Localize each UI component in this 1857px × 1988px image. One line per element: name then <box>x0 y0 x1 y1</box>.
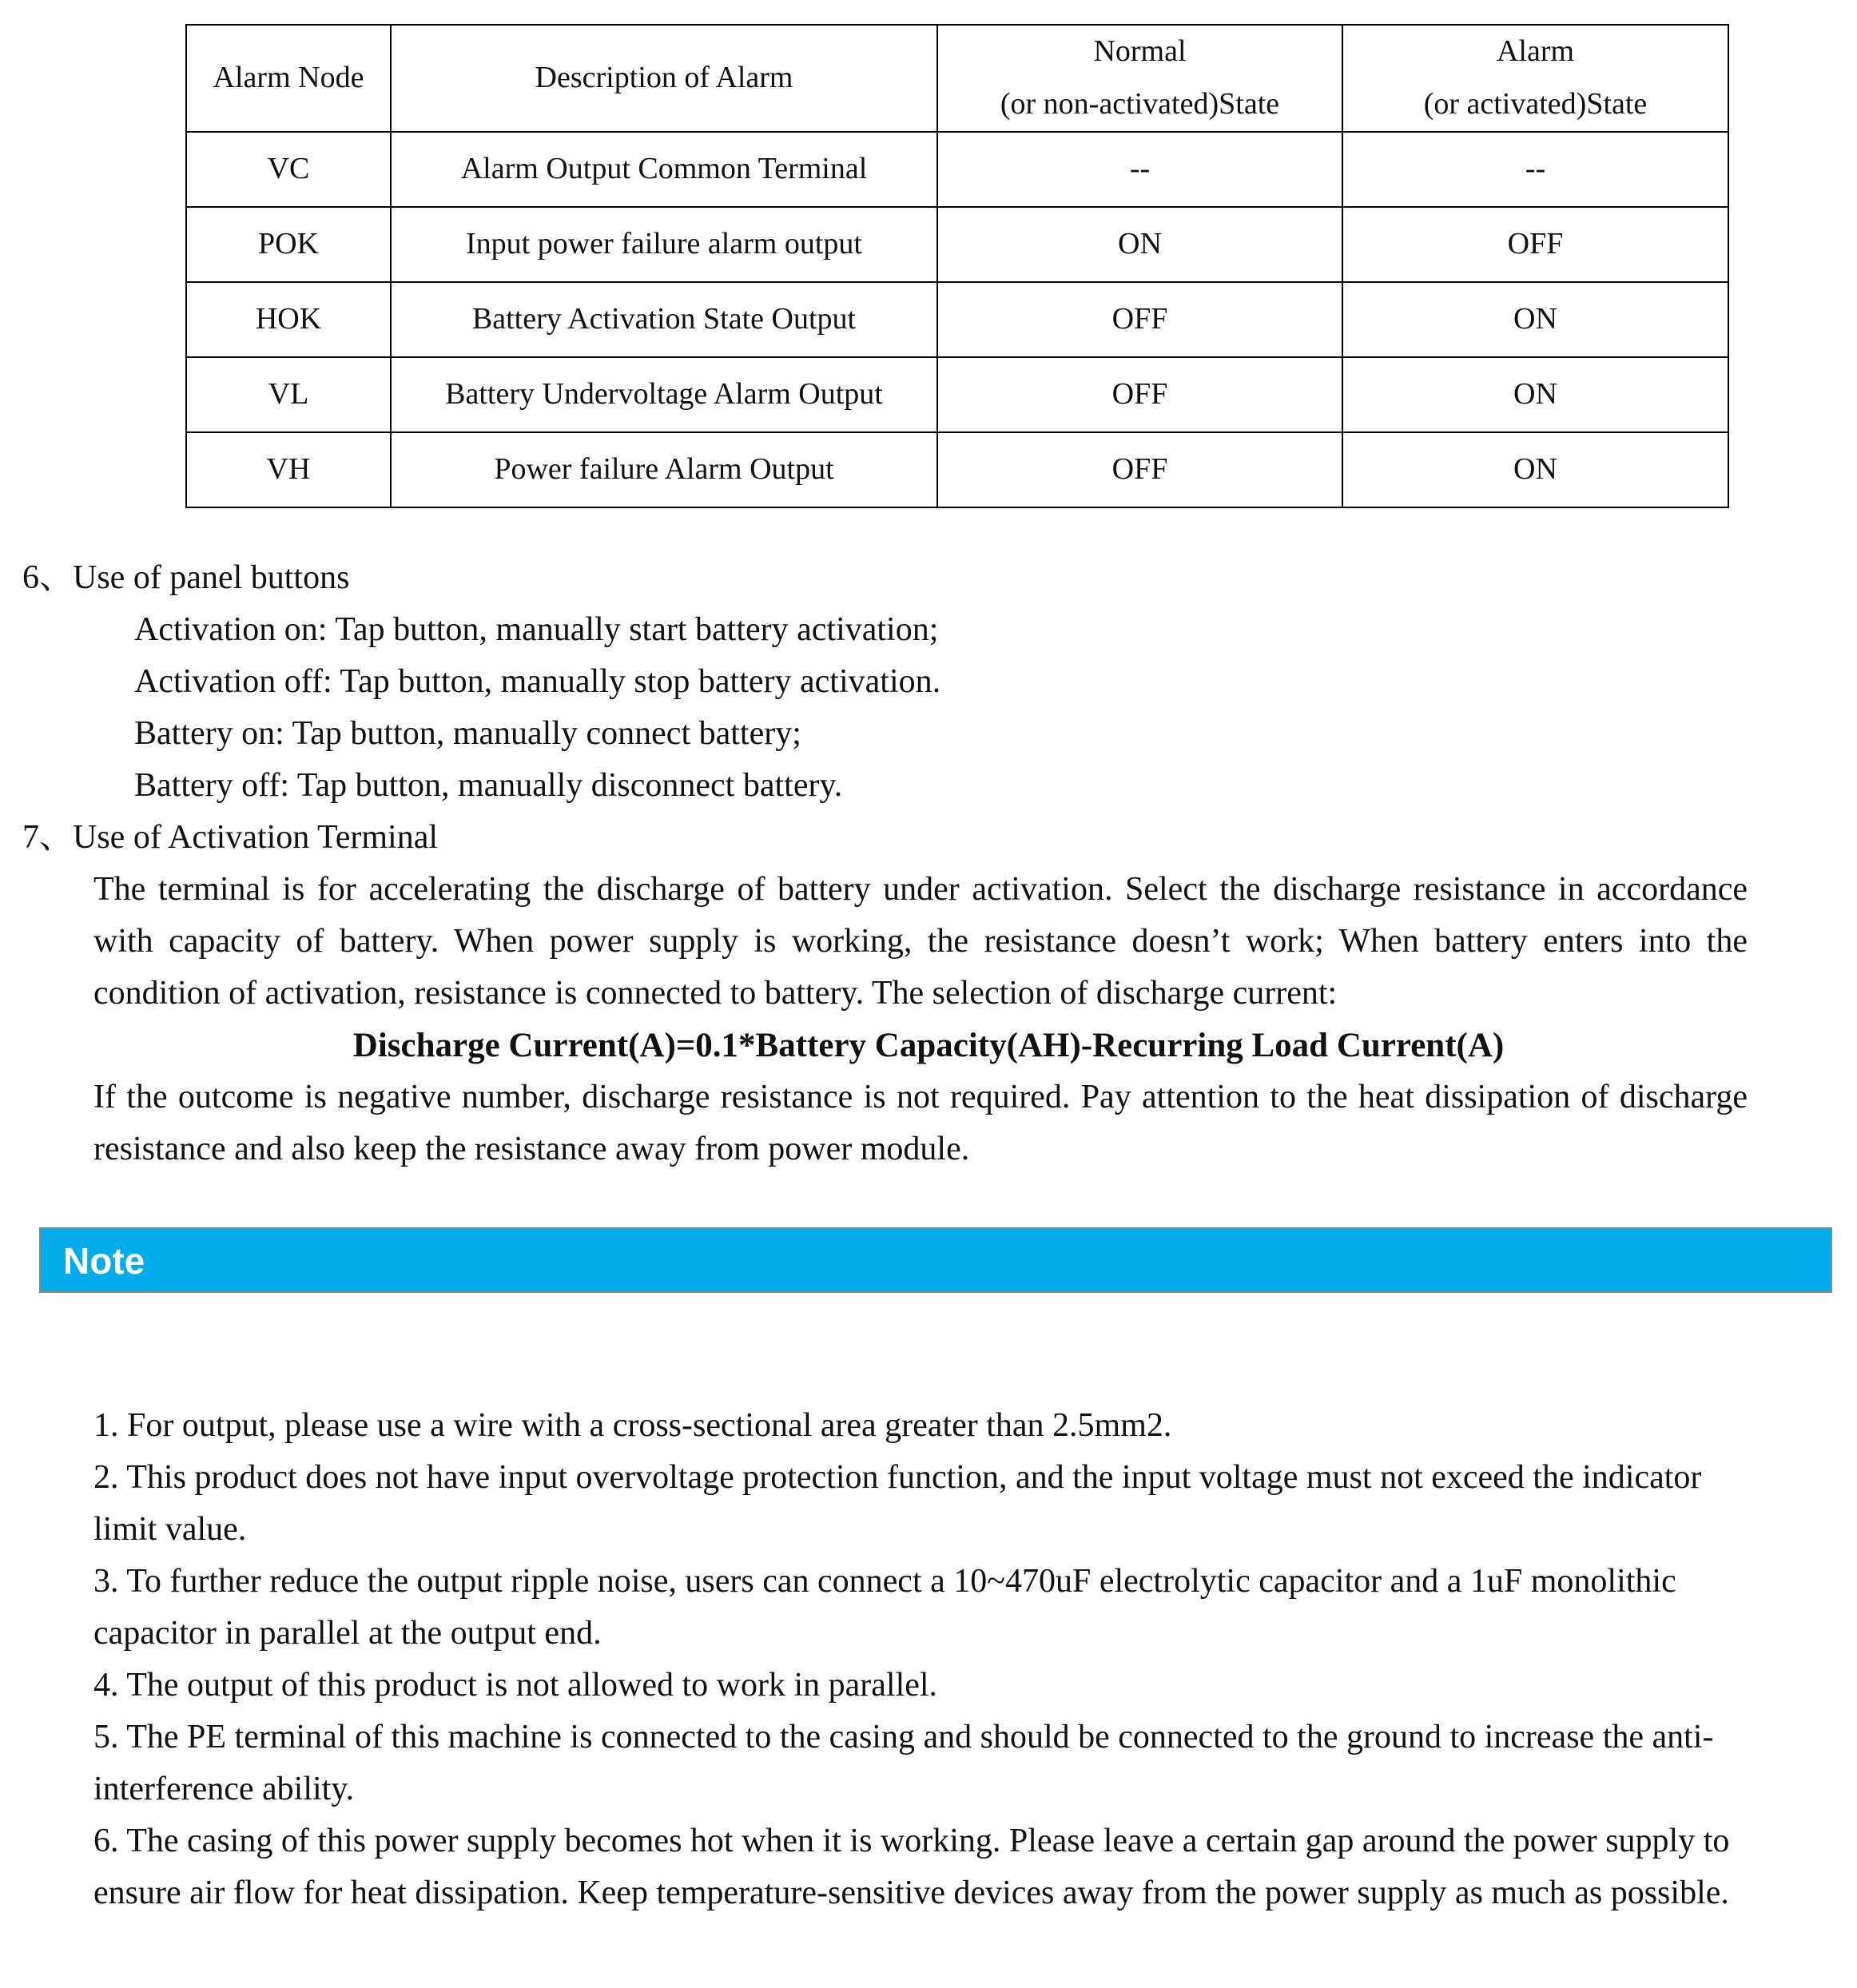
note-item-3: 3. To further reduce the output ripple noise, users can connect a 10~470uF electrolytic capacitor and a 1uF monolithic capacitor in parallel at the output end. <box>93 1563 1676 1652</box>
cell-node: HOK <box>186 282 391 357</box>
header-alarm-node: Alarm Node <box>186 25 391 132</box>
cell-normal: OFF <box>937 357 1342 432</box>
cell-normal: OFF <box>937 432 1342 507</box>
cell-description: Battery Activation State Output <box>391 282 937 357</box>
table-row <box>186 357 1728 432</box>
alarm-table <box>185 24 1729 508</box>
table-header-row <box>186 25 1728 132</box>
cell-normal: -- <box>937 132 1342 207</box>
header-normal-line1: Normal <box>1093 34 1187 69</box>
note-title: Note <box>63 1240 145 1282</box>
cell-alarm: ON <box>1342 282 1728 357</box>
cell-node: POK <box>186 207 391 282</box>
section7-heading: 7、Use of Activation Terminal <box>22 819 439 856</box>
header-normal-line2: (or non-activated)State <box>1000 87 1280 121</box>
cell-alarm: ON <box>1342 357 1728 432</box>
cell-alarm: OFF <box>1342 207 1728 282</box>
note-banner <box>39 1227 1832 1293</box>
note-item-5: 5. The PE terminal of this machine is connected to the casing and should be connected to the ground to increase the anti-interference ability. <box>93 1719 1714 1807</box>
section6-item-activation-on: Activation on: Tap button, manually start battery activation; <box>134 611 939 648</box>
cell-description: Power failure Alarm Output <box>391 432 937 507</box>
table-row <box>186 132 1728 207</box>
section6-item-battery-off: Battery off: Tap button, manually disconnect battery. <box>134 767 843 804</box>
table-row <box>186 432 1728 507</box>
cell-description: Input power failure alarm output <box>391 207 937 282</box>
cell-alarm: -- <box>1342 132 1728 207</box>
note-item-1: 1. For output, please use a wire with a cross-sectional area greater than 2.5mm2. <box>93 1407 1172 1444</box>
section6-item-battery-on: Battery on: Tap button, manually connect battery; <box>134 715 801 752</box>
cell-node: VH <box>186 432 391 507</box>
cell-description: Battery Undervoltage Alarm Output <box>391 357 937 432</box>
section7-paragraph-2: If the outcome is negative number, discharge resistance is not required. Pay attention to the heat dissipation of discharge resistance and also keep the resistance away from power module. <box>93 1079 1748 1167</box>
header-alarm-state <box>1342 25 1728 132</box>
cell-node: VC <box>186 132 391 207</box>
cell-alarm: ON <box>1342 432 1728 507</box>
discharge-formula: Discharge Current(A)=0.1*Battery Capacity(AH)-Recurring Load Current(A) <box>352 1027 1505 1064</box>
cell-description: Alarm Output Common Terminal <box>391 132 937 207</box>
cell-node: VL <box>186 357 391 432</box>
note-item-4: 4. The output of this product is not allowed to work in parallel. <box>93 1667 938 1704</box>
notes-list <box>93 1400 1756 1919</box>
cell-normal: ON <box>937 207 1342 282</box>
section7-paragraph-1: The terminal is for accelerating the discharge of battery under activation. Select the discharge resistance in accordance with capacity of battery. When power supply is working, the resistance doesn’t work; When battery enters into the condition of activation, resistance is connected to battery. The selection of discharge current: <box>93 871 1748 1012</box>
header-normal-state <box>937 25 1342 132</box>
table-row <box>186 282 1728 357</box>
cell-normal: OFF <box>937 282 1342 357</box>
header-alarm-line1: Alarm <box>1496 34 1575 69</box>
header-description: Description of Alarm <box>391 25 937 132</box>
note-item-6: 6. The casing of this power supply becomes hot when it is working. Please leave a certain gap around the power supply to ensure air flow for heat dissipation. Keep temperature-sensitive devices away from the power supply as much as possible. <box>93 1823 1730 1911</box>
section6-item-activation-off: Activation off: Tap button, manually stop battery activation. <box>134 663 941 700</box>
section6-heading: 6、Use of panel buttons <box>22 559 350 596</box>
note-item-2: 2. This product does not have input overvoltage protection function, and the input voltage must not exceed the indicator limit value. <box>93 1459 1702 1548</box>
table-row <box>186 207 1728 282</box>
header-alarm-line2: (or activated)State <box>1423 87 1648 121</box>
